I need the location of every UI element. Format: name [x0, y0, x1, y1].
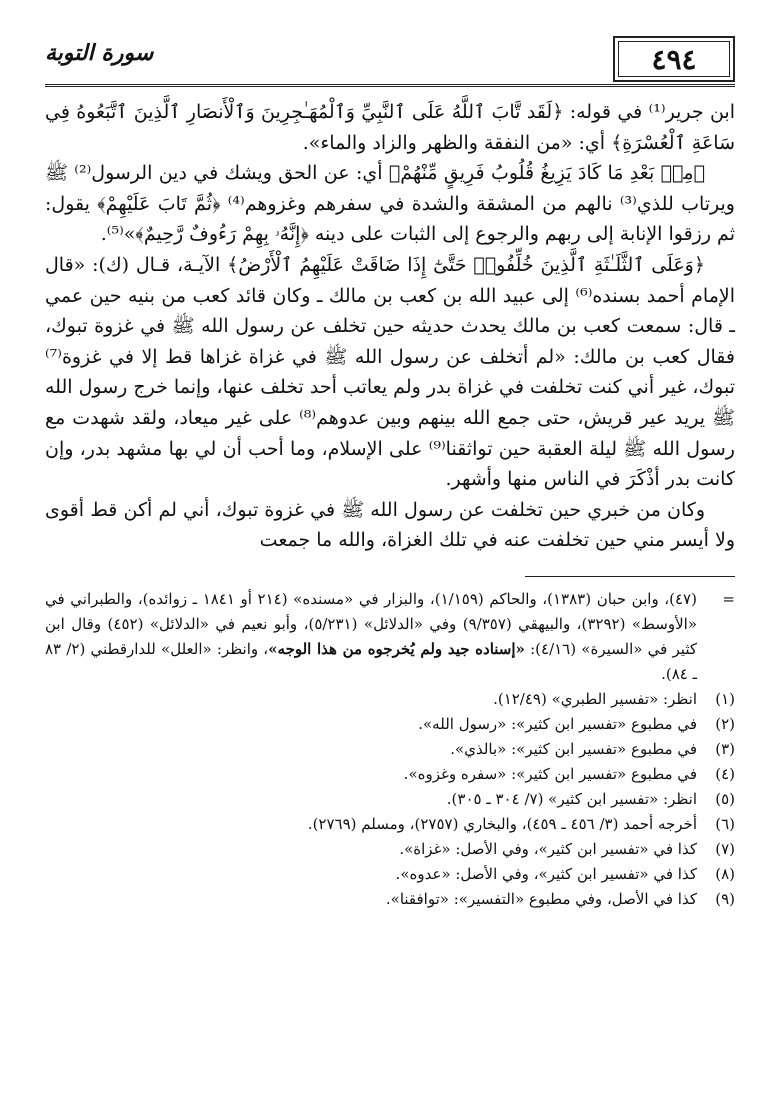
footnote-number: (١): [715, 689, 735, 708]
footnote-number: (٩): [715, 889, 735, 908]
book-page: [45, 22, 735, 1082]
footnote-item: [45, 712, 735, 737]
footnote-item: [45, 862, 735, 887]
footnote-continuation-text: (٤٧)، وابن حبان (١٣٨٣)، والحاكم (١/١٥٩)، والبزار في «مسنده» (٢١٤ أو ١٨٤١ ـ زوائده)، والطبراني في «الأوسط» (٣٢٩٢)، والبيهقي (٩/٣٥٧) وفي «الدلائل» (٥/٢٣١)، وأبو نعيم في «الدلائل» (٤٥٢) وقال ابن كثير في «السيرة» (٤/١٦):: [45, 589, 697, 658]
footnotes: [45, 587, 735, 912]
footnote-text: أخرجه أحمد (٣/ ٤٥٦ ـ ٤٥٩)، والبخاري (٢٧٥٧)، ومسلم (٢٧٦٩).: [307, 814, 697, 833]
paragraph-3: ﴿وَعَلَى ٱلثَّلَـٰثَةِ ٱلَّذِينَ خُلِّفُوا۟ حَتَّىٰٓ إِذَا ضَاقَتْ عَلَيْهِمُ ٱلْأَرْضُ﴾ الآيـة، قـال (ك): «قال الإمام أحمد بسنده⁽⁶⁾ إلى عبيد الله بن كعب بن مالك ـ وكان قائد كعب من بنيه حين عمي ـ قال: سمعت كعب بن مالك يحدث حديثه حين تخلف عن رسول الله ﷺ في غزوة تبوك، فقال كعب بن مالك: «لم أتخلف عن رسول الله ﷺ في غزاة غزاها قط إلا في غزوة⁽⁷⁾ تبوك، غير أني كنت تخلفت في غزاة بدر ولم يعاتب أحد تخلف عنها، وإنما خرج رسول الله ﷺ يريد عير قريش، حتى جمع الله بينهم وبين عدوهم⁽⁸⁾ على غير ميعاد، ولقد شهدت مع رسول الله ﷺ ليلة العقبة حين تواثقنا⁽⁹⁾ على الإسلام، وما أحب أن لي بها مشهد بدر، وإن كانت بدر أذْكَرَ في الناس منها وأشهر.: [45, 253, 735, 491]
footnote-text: انظر: «تفسير ابن كثير» (٧/ ٣٠٤ ـ ٣٠٥).: [446, 789, 697, 808]
footnote-number: (٤): [715, 764, 735, 783]
footnote-text: انظر: «تفسير الطبري» (١٢/٤٩).: [493, 689, 697, 708]
footnote-text: في مطبوع «تفسير ابن كثير»: «سفره وغزوه».: [403, 764, 697, 783]
footnote-continuation-bold: «إسناده جيد ولم يُخرجوه من هذا الوجه»: [268, 639, 525, 658]
footnote-text: كذا في «تفسير ابن كثير»، وفي الأصل: «غزاة».: [399, 839, 697, 858]
footnote-item: [45, 812, 735, 837]
footnote-item: [45, 837, 735, 862]
footnote-item: [45, 687, 735, 712]
footnote-number: (٣): [715, 739, 735, 758]
footnote-text: كذا في الأصل، وفي مطبوع «التفسير»: «توافقنا».: [385, 889, 697, 908]
footnote-text: في مطبوع «تفسير ابن كثير»: «رسول الله».: [418, 714, 697, 733]
footnote-item: [45, 762, 735, 787]
footnote-number: (٧): [715, 839, 735, 858]
footnote-item: [45, 887, 735, 912]
footnote-item: [45, 787, 735, 812]
paragraph-4: وكان من خبري حين تخلفت عن رسول الله ﷺ في غزوة تبوك، أني لم أكن قط أقوى ولا أيسر مني حين تخلفت عنه في تلك الغزاة، والله ما جمعت: [45, 498, 735, 552]
footnote-continuation: [45, 587, 735, 687]
footnote-number: (٨): [715, 864, 735, 883]
paragraph-1: ابن جرير⁽¹⁾ في قوله: ﴿لَقَد تَّابَ ٱللَّهُ عَلَى ٱلنَّبِيِّ وَٱلْمُهَـٰجِرِينَ وَٱلْأَنصَارِ ٱلَّذِينَ ٱتَّبَعُوهُ فِي سَاعَةِ ٱلْعُسْرَةِ﴾ أي: «من النفقة والظهر والزاد والماء».: [45, 101, 735, 154]
main-text: [45, 97, 735, 556]
footnote-number: (٦): [715, 814, 735, 833]
page-number: ٤٩٤: [613, 36, 735, 82]
footnote-continuation-end: ، وانظر: «العلل» للدارقطني (٢/ ٨٣ ـ ٨٤).: [45, 639, 697, 683]
surah-title: سورة التوبة: [45, 40, 154, 66]
footnote-text: في مطبوع «تفسير ابن كثير»: «بالذي».: [450, 739, 697, 758]
page-header: [45, 22, 735, 87]
footnote-item: [45, 737, 735, 762]
paragraph-2: ﴿مِنۢ بَعْدِ مَا كَادَ يَزِيغُ قُلُوبُ فَرِيقٍ مِّنْهُمْ﴾ أي: عن الحق ويشك في دين الرسول⁽²⁾ ﷺ ويرتاب للذي⁽³⁾ نالهم من المشقة والشدة في سفرهم وغزوهم⁽⁴⁾ ﴿ثُمَّ تَابَ عَلَيْهِمْ﴾ يقول: ثم رزقوا الإنابة إلى ربهم والرجوع إلى الثبات على دينه ﴿إِنَّهُۥ بِهِمْ رَءُوفٌ رَّحِيمٌ﴾»⁽⁵⁾.: [45, 162, 735, 246]
footnote-continuation-marker: =: [722, 589, 735, 608]
footnote-number: (٢): [715, 714, 735, 733]
footnote-divider: [525, 576, 735, 577]
footnote-number: (٥): [715, 789, 735, 808]
footnote-text: كذا في «تفسير ابن كثير»، وفي الأصل: «عدوه».: [395, 864, 697, 883]
